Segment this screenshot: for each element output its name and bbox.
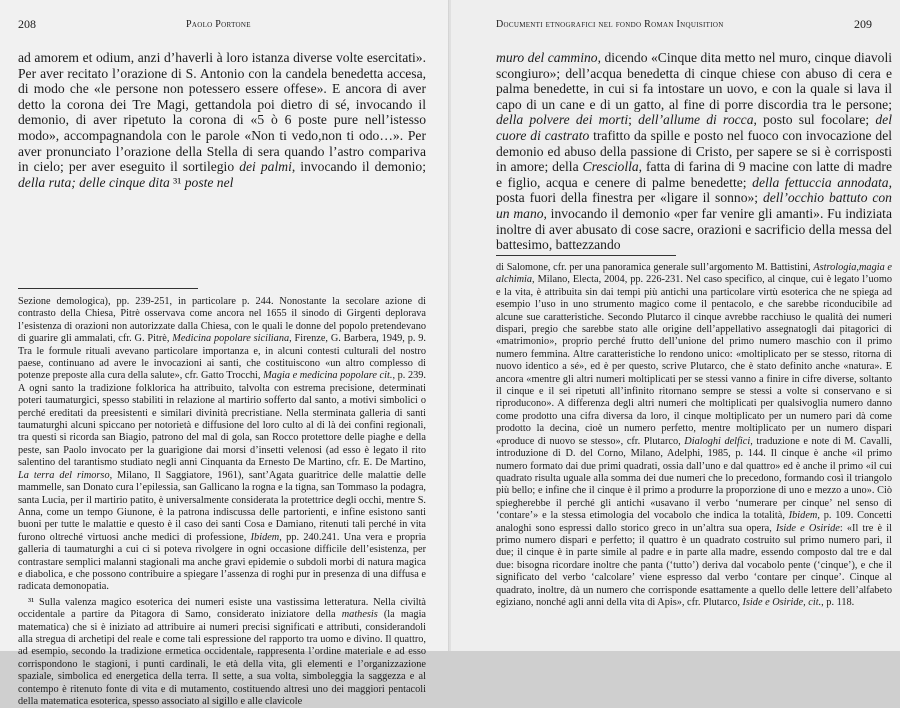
text-run: ad amorem et odium, anzi d’haverli à loro istanza diverse volte esercitati». Per aver recitato l’orazione di S. Antonio con la candela benedetta accesa, di modo che «le persone non potessero essere offese». E ancora di aver detto la corona dei Tre Magi, gettandola poi dietro di sé, invocando il demonio, di aver ripetuto la corona di «5 ò 6 poste pure nell’istesso modo», accompagnandola con le parole «Non ti vedo,non ti odo…». Per aver pronunciato l’orazione della Stella di sera quando l’astro compariva in cielo; per aver eseguito il sortilegio [18, 50, 426, 175]
italic-run: Astrologia,magia e alchimia [496, 262, 892, 286]
text-run: ; [628, 112, 639, 128]
footnote-paragraph [18, 296, 426, 594]
text-run: (la magia matematica) che si è iniziato ad attribuire ai numeri precisi significati e attributi, considerandoli alla stregua di archetipi del reale e come tali espressione del rapporto tra uomo e divino. Il quattro, ad esempio, secondo la tradizione ermetica occidentale, rappresenta l’ordine materiale e ad esso corrispondono le stagioni, i punti cardinali, le età della vita, gli elementi e l’organizzazione spaziale, simbolica ed energetica della terra. Il sette, a sua volta, simboleggia la saggezza e al contempo è ritenuto fonte di vita e di mutamento, costituendo altresì uno dei maggiori pentacoli della matematica esoterica, spesso associato al sigillo e alle clavicole [18, 609, 426, 707]
left-page [0, 0, 449, 707]
text-run: , invocando il demonio; [291, 159, 426, 175]
footnote-paragraph [18, 597, 426, 708]
text-run: , traduzione e note di M. Cavalli, introduzione di D. del Corno, Milano, Adelphi, 1985, p. 144. Il cinque è anche «il primo numero formato dai due primi quadrati, ossia dall’uno e dal quattro» ed è anche il primo «il cui quadrato risulta uguale alla somma dei due numeri che lo precedono, formando così il triangolo più bello; e infine che il cinque è il primo a produrre la proporzione di uno e mezzo a uno». Ciò spiegherebbe il perché gli antichi «usavano il verbo ‘numerare per cinque’ nel senso di ‘contare’» e la stessa etimologia del vocabolo che indica la totalità, [496, 435, 893, 522]
italic-run: dell’occhio battuto con un mano [496, 190, 892, 221]
text-run: , p. 109. Concetti analoghi sono espressi dallo storico greco in un’altra sua opera, [496, 510, 892, 534]
italic-run: della ruta; delle cinque dita [18, 174, 170, 190]
page-number-right: 209 [854, 17, 872, 31]
text-run: , pp. 240.241. Una vera e propria galleria di taumaturghi a cui ci si poteva rivolgere in ogni occasione difficile dell’esistenza, per contrastare semplici malanni stagionali ma anche gravi epidemie o subdoli morbi di natura magica e diabolica, e che possono contribuire a spiegare l’assenza di roghi pur in presenza di una diffusa e radicata demonopatia. [18, 531, 426, 593]
italic-run: Medicina popolare siciliana [172, 333, 290, 345]
italic-run: muro del cammino [496, 50, 598, 65]
italic-run: del cuore di castrato [496, 112, 892, 143]
italic-run: Iside e Osiride, cit. [742, 596, 822, 608]
text-run: : «Il tre è il primo numero dispari e perfetto; il quattro è un quadrato costruito sul primo numero pari, il due; il cinque è in parte simile al padre e in parte alla madre, essendo composto dal tre e dal due: bisogna ricordare inoltre che panta (‘tutto’) deriva dal vocabolo pente (‘cinque’), e che il significato del verbo ‘calcolare’ viene espresso dal verbo ‘contare per cinque’. Cinque al quadrato, inoltre, dà un numero che corrisponde esattamente a quello delle lettere dell’alfabeto egiziano, nonché agli anni della vita di Apis», cfr. Plutarco, [496, 522, 892, 608]
text-run: , posto sul focolare; [753, 112, 876, 128]
text-run: , posta fuori della finestra per «ligare il sonno»; [496, 174, 892, 206]
running-head-right: Documenti etnografici nel fondo Roman Inquisition [496, 19, 724, 30]
italic-run: poste nel [184, 174, 234, 190]
italic-run: della fettuccia annodata [752, 174, 889, 190]
page-number-left: 208 [18, 17, 36, 31]
italic-run: dell’allume di rocca [638, 112, 754, 128]
text-run: trafitto da spille e posto nel fuoco con invocazione del demonio ed abuso della passione di Cristo, per sapere se si è corrisposti in amore; della [496, 127, 892, 175]
footnote-paragraph [496, 262, 892, 609]
right-page [451, 0, 900, 651]
italic-run: dei palmi [239, 159, 292, 175]
italic-run: Ibidem [788, 510, 818, 522]
footnotes-left [18, 296, 426, 708]
text-run: , invocando il demonio «per far venire gli amanti». Fu indiziata inoltre di aver abusato di cose sacre, orazioni e sacrificio della messa del battesimo, battezzando [496, 205, 892, 253]
footnote-rule-left [18, 288, 198, 289]
italic-run: della polvere dei morti [496, 112, 629, 128]
italic-run: Ibidem [250, 531, 280, 543]
text-run: di Salomone, cfr. per una panoramica generale sull’argomento M. Battistini, [496, 262, 814, 273]
italic-run: Iside e Osiride [775, 522, 840, 534]
italic-run: Magia e medicina popolare cit. [263, 370, 393, 382]
text-run: , Milano, Electa, 2004, pp. 226-231. Nel caso specifico, al cinque, cui è legato l’uomo e la vita, è attribuita sin dai tempi più antichi una particolare virtù esoterica che ne spiega ad esempio l’uso in uno strumento magico come il pentacolo, e che sarebbe riconducibile ad alcune sue caratteristiche. Secondo Plutarco il cinque avrebbe racchiuso le qualità dei numeri dispari, pregio che sarebbe stato alle origine dell’appellativo assegnatogli dai pitagorici di «matrimonio», proprio perché frutto dell’unione del primo numero maschio con il primo numero femmina. Altre caratteristiche lo rendono unico: «moltiplicato per se stesso, ritorna di nuovo identico a sé», ed è per questo, scrive Plutarco, che è stato definito anche «natura». E ancora «mentre gli altri numeri moltiplicati per se stessi vanno a finire in cifre diverse, soltanto il cinque e il sei ripetuti all’infinito ritornano sempre se stessi a volte si conservano e si riproducono». A differenza degli altri numeri che moltiplicati per qualsivoglia numero danno come prodotto una cifra diversa da loro, il cinque moltiplicato per un numero pari dà come prodotto la decina, cioè un numero perfetto, mentre moltiplicato per un numero dispari «produce di nuovo se stesso», cfr. Plutarco, [496, 274, 892, 447]
main-text-left [18, 50, 426, 190]
text-run: ³¹ [169, 174, 185, 190]
italic-run: La terra del rimorso [18, 469, 110, 481]
text-run: Sezione demologica), pp. 239-251, in particolare p. 244. Nonostante la secolare azione di contrasto della Chiesa, Pitrè osservava come ancora nel 1655 il sinodo di Girgenti deplorava l’esistenza di orazioni non autorizzate dalla Chiesa, con le quali le donne del popolo pretendevano di guarire gli ammalati, cfr. G. Pitrè, [18, 296, 426, 345]
text-run: , dicendo «Cinque dita metto nel muro, cinque diavoli scongiuro»; dell’acqua benedetta di cinque chiese con abuso di cera e palma benedette, in cui si fa intostare un uovo, e con la quale si lava il capo di un cane e di un gatto, al fine di porre discordia tra le persone; [496, 50, 892, 112]
footnote-rule-right [496, 255, 676, 256]
footnotes-right [496, 262, 892, 609]
text-run: ³¹ Sulla valenza magico esoterica dei numeri esiste una vastissima letteratura. Nella civiltà occidentale a partire da Pitagora di Samo, considerato iniziatore della [18, 596, 426, 621]
text-run: , p. 118. [821, 596, 855, 608]
italic-run: mathesis [341, 609, 378, 621]
text-run: , Milano, Il Saggiatore, 1961), sant’Agata guaritrice delle malattie delle mammelle, san Donato cura l’epilessia, san Gallicano la rogna e la tigna, san Tommaso la podagra, santa Lucia, per il martirio patito, è universalmente considerata la protettrice degli occhi, mentre S. Anna, come un tempo Giunone, è la patrona indiscussa delle partorienti, e infine esistono santi buoni per tutte le malattie e questo è il caso dei santi Cosa e Damiano, ritenuti tali perché in vita furono oltreché virtuosi anche medici di professione, [18, 469, 426, 543]
italic-run: Cresciolla [582, 159, 639, 175]
main-text-right [496, 50, 892, 253]
text-run: , fatta di farina di 9 macine con latte di madre e figlio, acqua e cenere di palme benedette; [496, 159, 892, 190]
text-run: , Firenze, G. Barbera, 1949, p. 9. Tra le formule rituali avevano particolare importanza e, in alcuni contesti culturali del nostro paese, continuano ad avere le invocazioni ai santi, che costituiscono «un altro complesso di potenze preposte alla cura della salute», cfr. Gatto Trocchi, [18, 333, 426, 382]
italic-run: Dialoghi delfici [684, 435, 751, 447]
running-head-left: Paolo Portone [186, 19, 251, 30]
text-run: , p. 239. A ogni santo la tradizione folklorica ha attribuito, talvolta con estrema precisione, determinati poteri taumaturgici, spesso stabiliti in relazione al martirio sofferto dal santo, a motivi simbolici o perché ereditati da preesistenti e similari divinità precristiane. Nella sterminata galleria di santi taumaturghi alcuni spiccano per notorietà e diffusione del loro culto al di là dei confini regionali, tra questi si ricorda san Biagio, patrono del mal di gola, san Rocco protettore delle piaghe e della peste, san Paolo invocato per la guarigione dai morsi d’insetti velenosi (ad esso è legato il rito salentino del tarantismo studiato negli anni Cinquanta da Ernesto De Martino, cfr. E. De Martino, [18, 370, 426, 469]
